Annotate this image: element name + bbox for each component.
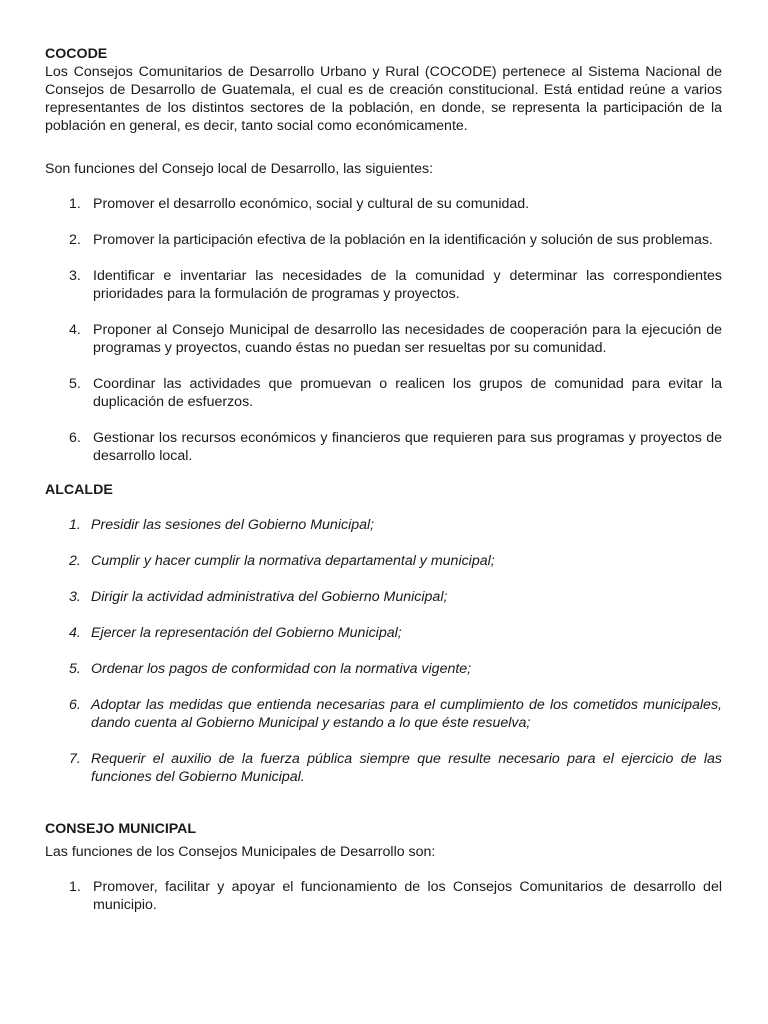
list-item	[45, 195, 722, 213]
list-item-text: Promover la participación efectiva de la población en la identificación y solución de sus problemas.	[93, 232, 713, 248]
list-item	[45, 660, 722, 678]
list-item	[45, 516, 722, 534]
list-item-number: 1.	[69, 196, 81, 212]
list-item-text: Coordinar las actividades que promuevan o realicen los grupos de comunidad para evitar la duplicación de esfuerzos.	[93, 376, 722, 410]
list-item-text: Promover, facilitar y apoyar el funcionamiento de los Consejos Comunitarios de desarrollo del municipio.	[93, 879, 722, 913]
document-page	[45, 45, 722, 914]
consejo-functions-list	[45, 878, 722, 914]
list-item-number: 2.	[69, 232, 81, 248]
list-item-number: 1.	[69, 517, 81, 533]
list-item	[45, 588, 722, 606]
list-item-text: Ejercer la representación del Gobierno Municipal;	[91, 625, 402, 641]
alcalde-section	[45, 481, 722, 786]
list-item-number: 4.	[69, 322, 81, 338]
list-item-number: 3.	[69, 589, 81, 605]
list-item-text: Requerir el auxilio de la fuerza pública siempre que resulte necesario para el ejercicio de las funciones del Gobierno Municipal.	[91, 751, 722, 785]
list-item-text: Promover el desarrollo económico, social y cultural de su comunidad.	[93, 196, 530, 212]
list-item-number: 5.	[69, 661, 81, 677]
list-item	[45, 696, 722, 732]
list-item-number: 6.	[69, 697, 81, 713]
consejo-section	[45, 820, 722, 914]
alcalde-heading: ALCALDE	[45, 482, 113, 498]
list-item	[45, 878, 722, 914]
list-item-text: Proponer al Consejo Municipal de desarrollo las necesidades de cooperación para la ejecución de programas y proyectos, cuando éstas no puedan ser resueltas por su comunidad.	[93, 322, 722, 356]
list-item-number: 1.	[69, 879, 81, 895]
consejo-intro: Las funciones de los Consejos Municipales de Desarrollo son:	[45, 844, 436, 860]
consejo-heading: CONSEJO MUNICIPAL	[45, 821, 197, 837]
list-item-text: Cumplir y hacer cumplir la normativa departamental y municipal;	[91, 553, 495, 569]
list-item	[45, 321, 722, 357]
list-item-text: Gestionar los recursos económicos y financieros que requieren para sus programas y proyectos de desarrollo local.	[93, 430, 722, 464]
list-item	[45, 552, 722, 570]
list-item	[45, 429, 722, 465]
list-item-number: 4.	[69, 625, 81, 641]
list-item-number: 5.	[69, 376, 81, 392]
cocode-heading: COCODE	[45, 46, 108, 62]
list-item	[45, 267, 722, 303]
list-item-number: 7.	[69, 751, 81, 767]
list-item-text: Dirigir la actividad administrativa del Gobierno Municipal;	[91, 589, 448, 605]
list-item-text: Presidir las sesiones del Gobierno Municipal;	[91, 517, 375, 533]
cocode-intro: Son funciones del Consejo local de Desarrollo, las siguientes:	[45, 161, 434, 177]
alcalde-functions-list	[45, 516, 722, 786]
cocode-paragraph: Los Consejos Comunitarios de Desarrollo Urbano y Rural (COCODE) pertenece al Sistema Nacional de Consejos de Desarrollo de Guatemala, el cual es de creación constitucional. Está entidad reúne a varios representantes de los distintos sectores de la población, en donde, se representa la participación de la población en general, es decir, tanto social como económicamente.	[45, 64, 722, 134]
list-item-text: Ordenar los pagos de conformidad con la normativa vigente;	[91, 661, 472, 677]
list-item	[45, 231, 722, 249]
list-item-number: 2.	[69, 553, 81, 569]
list-item-text: Adoptar las medidas que entienda necesarias para el cumplimiento de los cometidos municipales, dando cuenta al Gobierno Municipal y estando a lo que éste resuelva;	[91, 697, 722, 731]
list-item-number: 6.	[69, 430, 81, 446]
cocode-functions-list	[45, 195, 722, 465]
list-item-text: Identificar e inventariar las necesidades de la comunidad y determinar las correspondientes prioridades para la formulación de programas y proyectos.	[93, 268, 722, 302]
list-item	[45, 624, 722, 642]
list-item-number: 3.	[69, 268, 81, 284]
list-item	[45, 750, 722, 786]
list-item	[45, 375, 722, 411]
cocode-section	[45, 45, 722, 465]
